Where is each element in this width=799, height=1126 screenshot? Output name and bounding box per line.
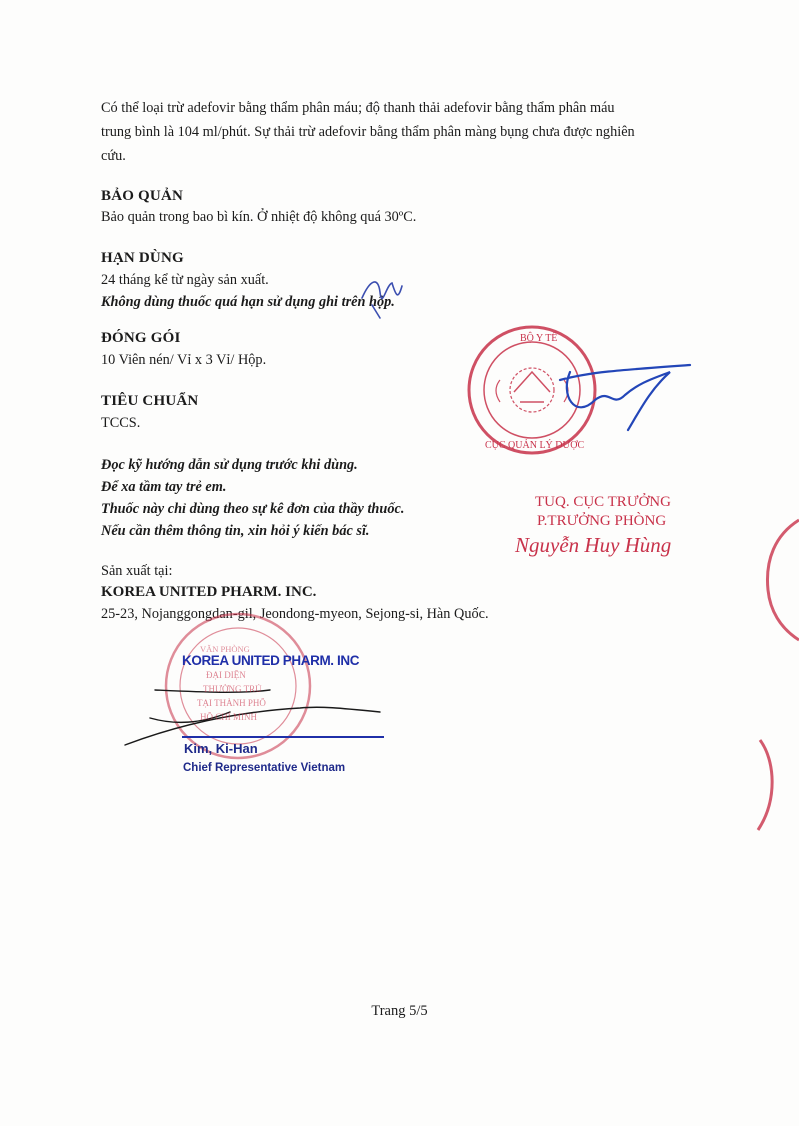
warning-line: Thuốc này chỉ dùng theo sự kê đơn của thầy thuốc. xyxy=(101,501,405,517)
standard-text: TCCS. xyxy=(101,415,141,431)
storage-text: Bảo quản trong bao bì kín. Ở nhiệt độ không quá 30ºC. xyxy=(101,209,417,225)
intro-line-2: trung bình là 104 ml/phút. Sự thải trừ adefovir bằng thẩm phân màng bụng chưa được nghiên xyxy=(101,124,635,140)
intro-line-1: Có thể loại trừ adefovir bằng thẩm phân máu; độ thanh thải adefovir bằng thẩm phân máu xyxy=(101,100,615,116)
warning-line: Đọc kỹ hướng dẫn sử dụng trước khi dùng. xyxy=(101,457,358,473)
expiry-text: 24 tháng kể từ ngày sản xuất. xyxy=(101,272,269,288)
authority-title-line-2: P.TRƯỞNG PHÒNG xyxy=(537,513,667,529)
rep-company: KOREA UNITED PHARM. INC xyxy=(182,653,360,668)
rep-name: Kim, Ki-Han xyxy=(184,741,258,756)
authority-official-name: Nguyễn Huy Hùng xyxy=(515,533,672,557)
standard-heading: TIÊU CHUẨN xyxy=(101,393,199,409)
expiry-warning: Không dùng thuốc quá hạn sử dụng ghi trên hộp. xyxy=(101,294,395,310)
intro-line-3: cứu. xyxy=(101,148,126,164)
storage-heading: BẢO QUẢN xyxy=(101,188,184,204)
rep-seal-line-4: TẠI THÀNH PHỐ xyxy=(197,698,266,708)
authority-title-line-1: TUQ. CỤC TRƯỞNG xyxy=(535,494,671,510)
rep-seal-line-1: VĂN PHÒNG xyxy=(200,644,250,654)
rep-seal-line-5: HỒ CHÍ MINH xyxy=(200,712,257,722)
warning-line: Nếu cần thêm thông tin, xin hỏi ý kiến bác sĩ. xyxy=(101,523,370,539)
packaging-text: 10 Viên nén/ Vỉ x 3 Vỉ/ Hộp. xyxy=(101,352,267,368)
expiry-heading: HẠN DÙNG xyxy=(101,250,184,266)
packaging-heading: ĐÓNG GÓI xyxy=(101,330,181,346)
rep-seal-line-2: ĐẠI DIỆN xyxy=(206,670,246,680)
rep-title: Chief Representative Vietnam xyxy=(183,762,346,774)
warning-line: Để xa tầm tay trẻ em. xyxy=(101,479,227,495)
manufacturer-address: 25-23, Nojanggongdan-gil, Jeondong-myeon, Sejong-si, Hàn Quốc. xyxy=(101,606,489,622)
seal-top-text: BỘ Y TẾ xyxy=(520,333,558,344)
authority-seal-icon xyxy=(469,327,595,453)
initials-signature-icon xyxy=(362,282,402,318)
manufacturer-name: KOREA UNITED PHARM. INC. xyxy=(101,584,317,600)
page-number: Trang 5/5 xyxy=(371,1003,428,1019)
seal-bottom-text: CỤC QUẢN LÝ DƯỢC xyxy=(485,440,585,451)
rep-seal-line-3: THƯỜNG TRÚ xyxy=(203,684,262,694)
manufacturer-label: Sản xuất tại: xyxy=(101,563,173,579)
edge-seal-icon xyxy=(758,520,799,830)
